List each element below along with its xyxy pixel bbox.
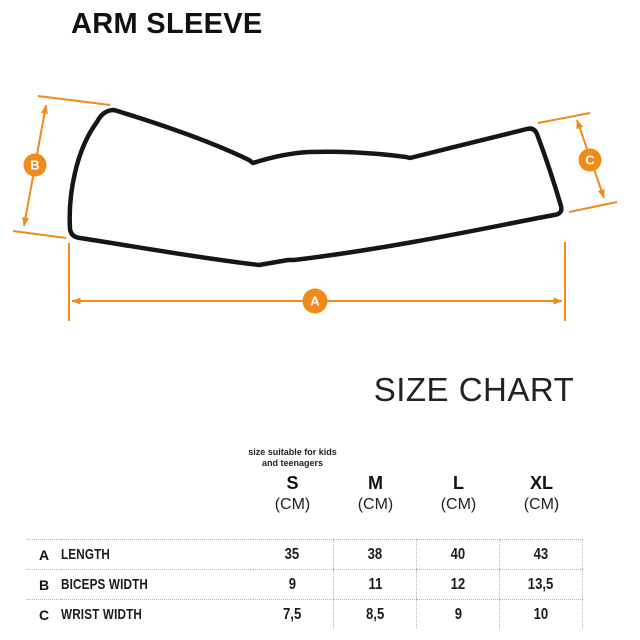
size-value-cell: [417, 599, 500, 629]
row-label: [61, 539, 251, 569]
row-label-text: WRIST WIDTH: [61, 606, 143, 623]
size-value-cell: [500, 539, 583, 569]
row-key: B: [27, 569, 61, 599]
size-note-line2: and teenagers: [261, 458, 324, 468]
page-title: ARM SLEEVE: [71, 8, 263, 40]
row-label: [61, 569, 251, 599]
size-value-cell: [334, 539, 417, 569]
measure-b-label: B: [30, 157, 40, 173]
size-letter-m: M: [368, 473, 383, 493]
size-chart-heading: SIZE CHART: [373, 371, 575, 408]
size-value: 35: [284, 545, 300, 563]
size-value: 10: [533, 605, 549, 623]
size-letter-s: S: [286, 473, 299, 493]
size-table-header: [27, 447, 583, 515]
measure-c-tick-top: [538, 113, 590, 123]
size-note: [248, 447, 337, 469]
size-value: 11: [368, 575, 382, 593]
measure-c-tick-bottom: [569, 202, 617, 212]
column-header-l: [417, 447, 500, 515]
size-letter-l: L: [453, 473, 464, 493]
size-unit-l: (CM): [440, 496, 477, 513]
size-value-cell: [417, 569, 500, 599]
column-header-m: [334, 447, 417, 515]
column-header-s: [248, 447, 337, 515]
size-unit-s: (CM): [274, 496, 311, 513]
size-value-cell: [417, 539, 500, 569]
row-key: A: [27, 539, 61, 569]
size-value-cell: [500, 599, 583, 629]
column-header-xl: [500, 447, 583, 515]
size-value-cell: [251, 599, 334, 629]
size-value: 13,5: [528, 575, 554, 593]
size-value: 9: [454, 605, 462, 623]
size-value-cell: [251, 539, 334, 569]
size-value: 9: [288, 575, 296, 593]
size-value-cell: [334, 569, 417, 599]
size-value: 12: [450, 575, 466, 593]
size-note-line1: size suitable for kids: [248, 447, 337, 457]
row-label-text: LENGTH: [61, 546, 111, 563]
header-spacer: [27, 447, 61, 515]
size-table-body: [27, 539, 583, 629]
size-letter-xl: XL: [529, 473, 553, 493]
size-value: 43: [533, 545, 549, 563]
size-unit-m: (CM): [357, 496, 394, 513]
size-value: 8,5: [365, 605, 385, 623]
row-label-text: BICEPS WIDTH: [61, 576, 149, 593]
size-value: 7,5: [282, 605, 302, 623]
measure-b-tick-top: [38, 96, 110, 105]
row-label: [61, 599, 251, 629]
row-key: C: [27, 599, 61, 629]
measure-b-tick-bottom: [13, 231, 66, 238]
size-value-cell: [334, 599, 417, 629]
size-value-cell: [251, 569, 334, 599]
size-value: 40: [450, 545, 466, 563]
size-unit-xl: (CM): [523, 496, 560, 513]
measure-c-label: C: [585, 152, 595, 168]
sleeve-outline: [70, 110, 562, 265]
header-spacer: [61, 447, 251, 515]
measure-a-label: A: [310, 293, 320, 309]
size-value: 38: [367, 545, 383, 563]
size-value-cell: [500, 569, 583, 599]
